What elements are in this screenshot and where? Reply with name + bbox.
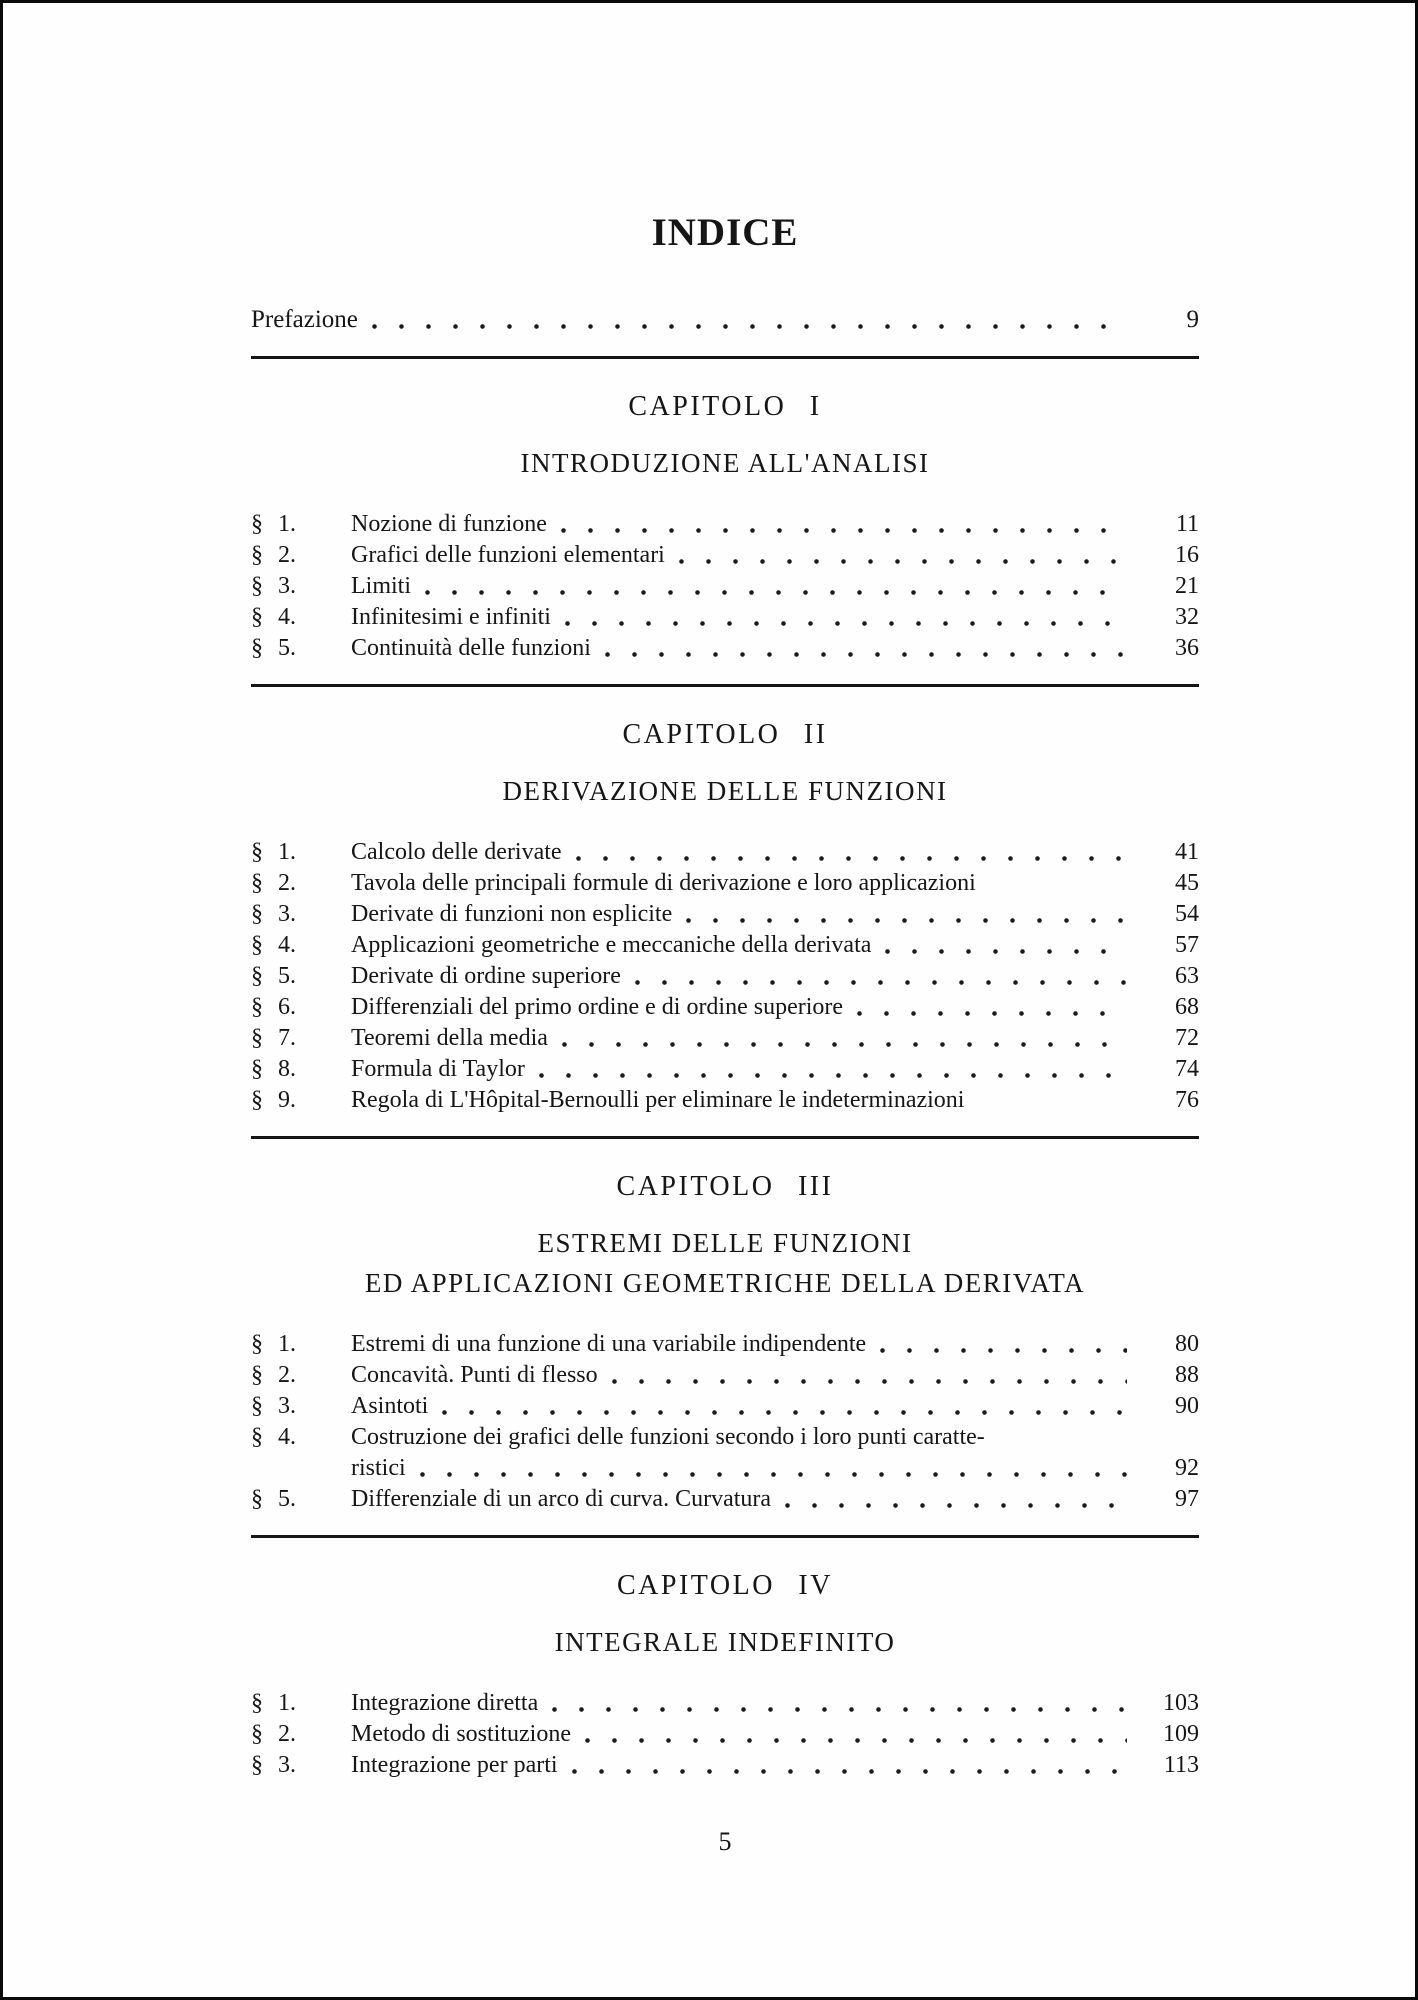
- chapter-heading: CAPITOLO II: [622, 719, 828, 750]
- toc-entry-continuation: [251, 1453, 1199, 1484]
- entry-page-number: 92: [1175, 1455, 1199, 1481]
- dot-leader: [978, 1104, 1127, 1109]
- toc-entry: [251, 837, 1199, 868]
- prefazione-row: [251, 304, 1199, 336]
- entry-page-number: 88: [1175, 1362, 1199, 1388]
- chapter-section: [251, 684, 1199, 1116]
- section-number: § 4.: [251, 1424, 296, 1450]
- folio-page-number: 5: [718, 1827, 732, 1856]
- entry-title: Continuità delle funzioni: [351, 635, 591, 661]
- entry-title: Calcolo delle derivate: [351, 839, 562, 865]
- entry-page-number: 76: [1175, 1087, 1199, 1113]
- chapter-title: [251, 771, 1199, 811]
- dot-leader: [539, 1073, 1127, 1078]
- entry-title: Grafici delle funzioni elementari: [351, 542, 665, 568]
- section-number: § 2.: [251, 1721, 296, 1747]
- entry-title-continuation: ristici: [351, 1455, 406, 1481]
- dot-leader: [679, 559, 1127, 564]
- dot-leader: [990, 887, 1127, 892]
- entry-title: Teoremi della media: [351, 1025, 548, 1051]
- chapter-title: [251, 1622, 1199, 1662]
- section-number: § 3.: [251, 573, 296, 599]
- page-title: INDICE: [651, 211, 799, 254]
- chapter-section: [251, 356, 1199, 664]
- toc-entry: [251, 1719, 1199, 1750]
- dot-leader: [572, 1769, 1127, 1774]
- toc-entry: [251, 509, 1199, 540]
- section-number: § 3.: [251, 1752, 296, 1778]
- entry-title: Estremi di una funzione di una variabile indipendente: [351, 1331, 867, 1357]
- toc-entries: [251, 1329, 1199, 1515]
- section-number: § 1.: [251, 1331, 296, 1357]
- entry-title: Integrazione diretta: [351, 1690, 539, 1716]
- entry-title: Applicazioni geometriche e meccaniche della derivata: [351, 932, 872, 958]
- toc-entry: [251, 930, 1199, 961]
- toc-entry: [251, 571, 1199, 602]
- toc-entry: [251, 1750, 1199, 1781]
- entry-title: Derivate di ordine superiore: [351, 963, 621, 989]
- entry-page-number: 74: [1175, 1056, 1199, 1082]
- entry-page-number: 103: [1163, 1690, 1199, 1716]
- entry-page-number: 109: [1163, 1721, 1199, 1747]
- dot-leader: [420, 1472, 1127, 1477]
- toc-entries: [251, 509, 1199, 664]
- entry-title: Differenziali del primo ordine e di ordine superiore: [351, 994, 844, 1020]
- toc-entries: [251, 837, 1199, 1116]
- toc-entry: [251, 1054, 1199, 1085]
- chapter-title-line: ED APPLICAZIONI GEOMETRICHE DELLA DERIVATA: [364, 1268, 1086, 1298]
- dot-leader: [425, 590, 1127, 595]
- dot-leader: [565, 621, 1127, 626]
- toc-entry: [251, 1422, 1199, 1453]
- section-number: § 1.: [251, 839, 296, 865]
- dot-leader: [885, 949, 1127, 954]
- entry-page-number: 54: [1175, 901, 1199, 927]
- chapter-heading: CAPITOLO I: [628, 391, 822, 422]
- entry-title: Limiti: [351, 573, 411, 599]
- toc-entry: [251, 602, 1199, 633]
- entry-page-number: 63: [1175, 963, 1199, 989]
- toc-entry: [251, 992, 1199, 1023]
- entry-title: Asintoti: [351, 1393, 429, 1419]
- section-number: § 5.: [251, 1486, 296, 1512]
- entry-page-number: 90: [1175, 1393, 1199, 1419]
- chapter-title: [251, 443, 1199, 483]
- entry-title: Nozione di funzione: [351, 511, 547, 537]
- entry-page-number: 41: [1175, 839, 1199, 865]
- chapter-title-line: DERIVAZIONE DELLE FUNZIONI: [502, 776, 948, 806]
- prefazione-page-number: 9: [1186, 306, 1199, 333]
- section-number: § 5.: [251, 963, 296, 989]
- entry-title: Infinitesimi e infiniti: [351, 604, 551, 630]
- entry-page-number: 16: [1175, 542, 1199, 568]
- entry-page-number: 36: [1175, 635, 1199, 661]
- entry-title: Metodo di sostituzione: [351, 1721, 571, 1747]
- toc-entry: [251, 540, 1199, 571]
- section-divider: [251, 684, 1199, 687]
- section-number: § 2.: [251, 542, 296, 568]
- entry-title: Differenziale di un arco di curva. Curvatura: [351, 1486, 772, 1512]
- entry-page-number: 21: [1175, 573, 1199, 599]
- toc-content: [251, 3, 1199, 1857]
- dot-leader: [880, 1348, 1127, 1353]
- dot-leader: [857, 1011, 1127, 1016]
- toc-entry: [251, 1484, 1199, 1515]
- toc-entry: [251, 868, 1199, 899]
- toc-entry: [251, 1023, 1199, 1054]
- entry-title: Derivate di funzioni non esplicite: [351, 901, 673, 927]
- dot-leader: [552, 1707, 1127, 1712]
- entry-page-number: 113: [1163, 1752, 1199, 1778]
- dot-leader: [605, 652, 1127, 657]
- entry-title: Concavità. Punti di flesso: [351, 1362, 598, 1388]
- section-divider: [251, 1136, 1199, 1139]
- chapter-title-line: INTRODUZIONE ALL'ANALISI: [520, 448, 930, 478]
- section-divider: [251, 356, 1199, 359]
- entry-title: Costruzione dei grafici delle funzioni secondo i loro punti caratte-: [351, 1424, 985, 1450]
- section-number: § 7.: [251, 1025, 296, 1051]
- entry-page-number: 45: [1175, 870, 1199, 896]
- chapter-title: [251, 1223, 1199, 1303]
- dot-leader: [576, 856, 1127, 861]
- section-number: § 3.: [251, 1393, 296, 1419]
- dot-leader: [561, 528, 1127, 533]
- dot-leader: [562, 1042, 1127, 1047]
- section-number: § 9.: [251, 1087, 296, 1113]
- section-number: § 2.: [251, 870, 296, 896]
- toc-entry: [251, 1688, 1199, 1719]
- prefazione-label: Prefazione: [251, 306, 358, 333]
- chapter-section: [251, 1136, 1199, 1515]
- section-number: § 4.: [251, 932, 296, 958]
- toc-entry: [251, 1329, 1199, 1360]
- entry-page-number: 72: [1175, 1025, 1199, 1051]
- chapter-heading: CAPITOLO III: [616, 1171, 834, 1202]
- entry-page-number: 57: [1175, 932, 1199, 958]
- section-number: § 5.: [251, 635, 296, 661]
- toc-entry: [251, 1085, 1199, 1116]
- section-number: § 2.: [251, 1362, 296, 1388]
- section-number: § 1.: [251, 1690, 296, 1716]
- toc-entries: [251, 1688, 1199, 1781]
- dot-leader: [635, 980, 1127, 985]
- chapter-title-line: INTEGRALE INDEFINITO: [554, 1627, 896, 1657]
- chapter-title-line: ESTREMI DELLE FUNZIONI: [537, 1228, 913, 1258]
- dot-leader: [785, 1503, 1127, 1508]
- dot-leader: [442, 1410, 1127, 1415]
- dot-leader: [686, 918, 1127, 923]
- entry-title: Formula di Taylor: [351, 1056, 525, 1082]
- dot-leader: [585, 1738, 1127, 1743]
- toc-entry: [251, 961, 1199, 992]
- chapters: [251, 356, 1199, 1781]
- chapter-section: [251, 1535, 1199, 1781]
- section-divider: [251, 1535, 1199, 1538]
- entry-page-number: 68: [1175, 994, 1199, 1020]
- toc-entry: [251, 899, 1199, 930]
- section-number: § 4.: [251, 604, 296, 630]
- toc-entry: [251, 633, 1199, 664]
- section-number: § 6.: [251, 994, 296, 1020]
- section-number: § 8.: [251, 1056, 296, 1082]
- entry-page-number: 32: [1175, 604, 1199, 630]
- entry-title: Integrazione per parti: [351, 1752, 558, 1778]
- entry-page-number: 11: [1175, 511, 1199, 537]
- entry-page-number: 80: [1175, 1331, 1199, 1357]
- entry-title: Tavola delle principali formule di derivazione e loro applicazioni: [351, 870, 976, 896]
- chapter-heading: CAPITOLO IV: [617, 1570, 833, 1601]
- entry-title: Regola di L'Hôpital-Bernoulli per eliminare le indeterminazioni: [351, 1087, 965, 1113]
- toc-entry: [251, 1360, 1199, 1391]
- dot-leader: [372, 324, 1127, 329]
- section-number: § 1.: [251, 511, 296, 537]
- toc-entry: [251, 1391, 1199, 1422]
- entry-page-number: 97: [1175, 1486, 1199, 1512]
- section-number: § 3.: [251, 901, 296, 927]
- dot-leader: [612, 1379, 1127, 1384]
